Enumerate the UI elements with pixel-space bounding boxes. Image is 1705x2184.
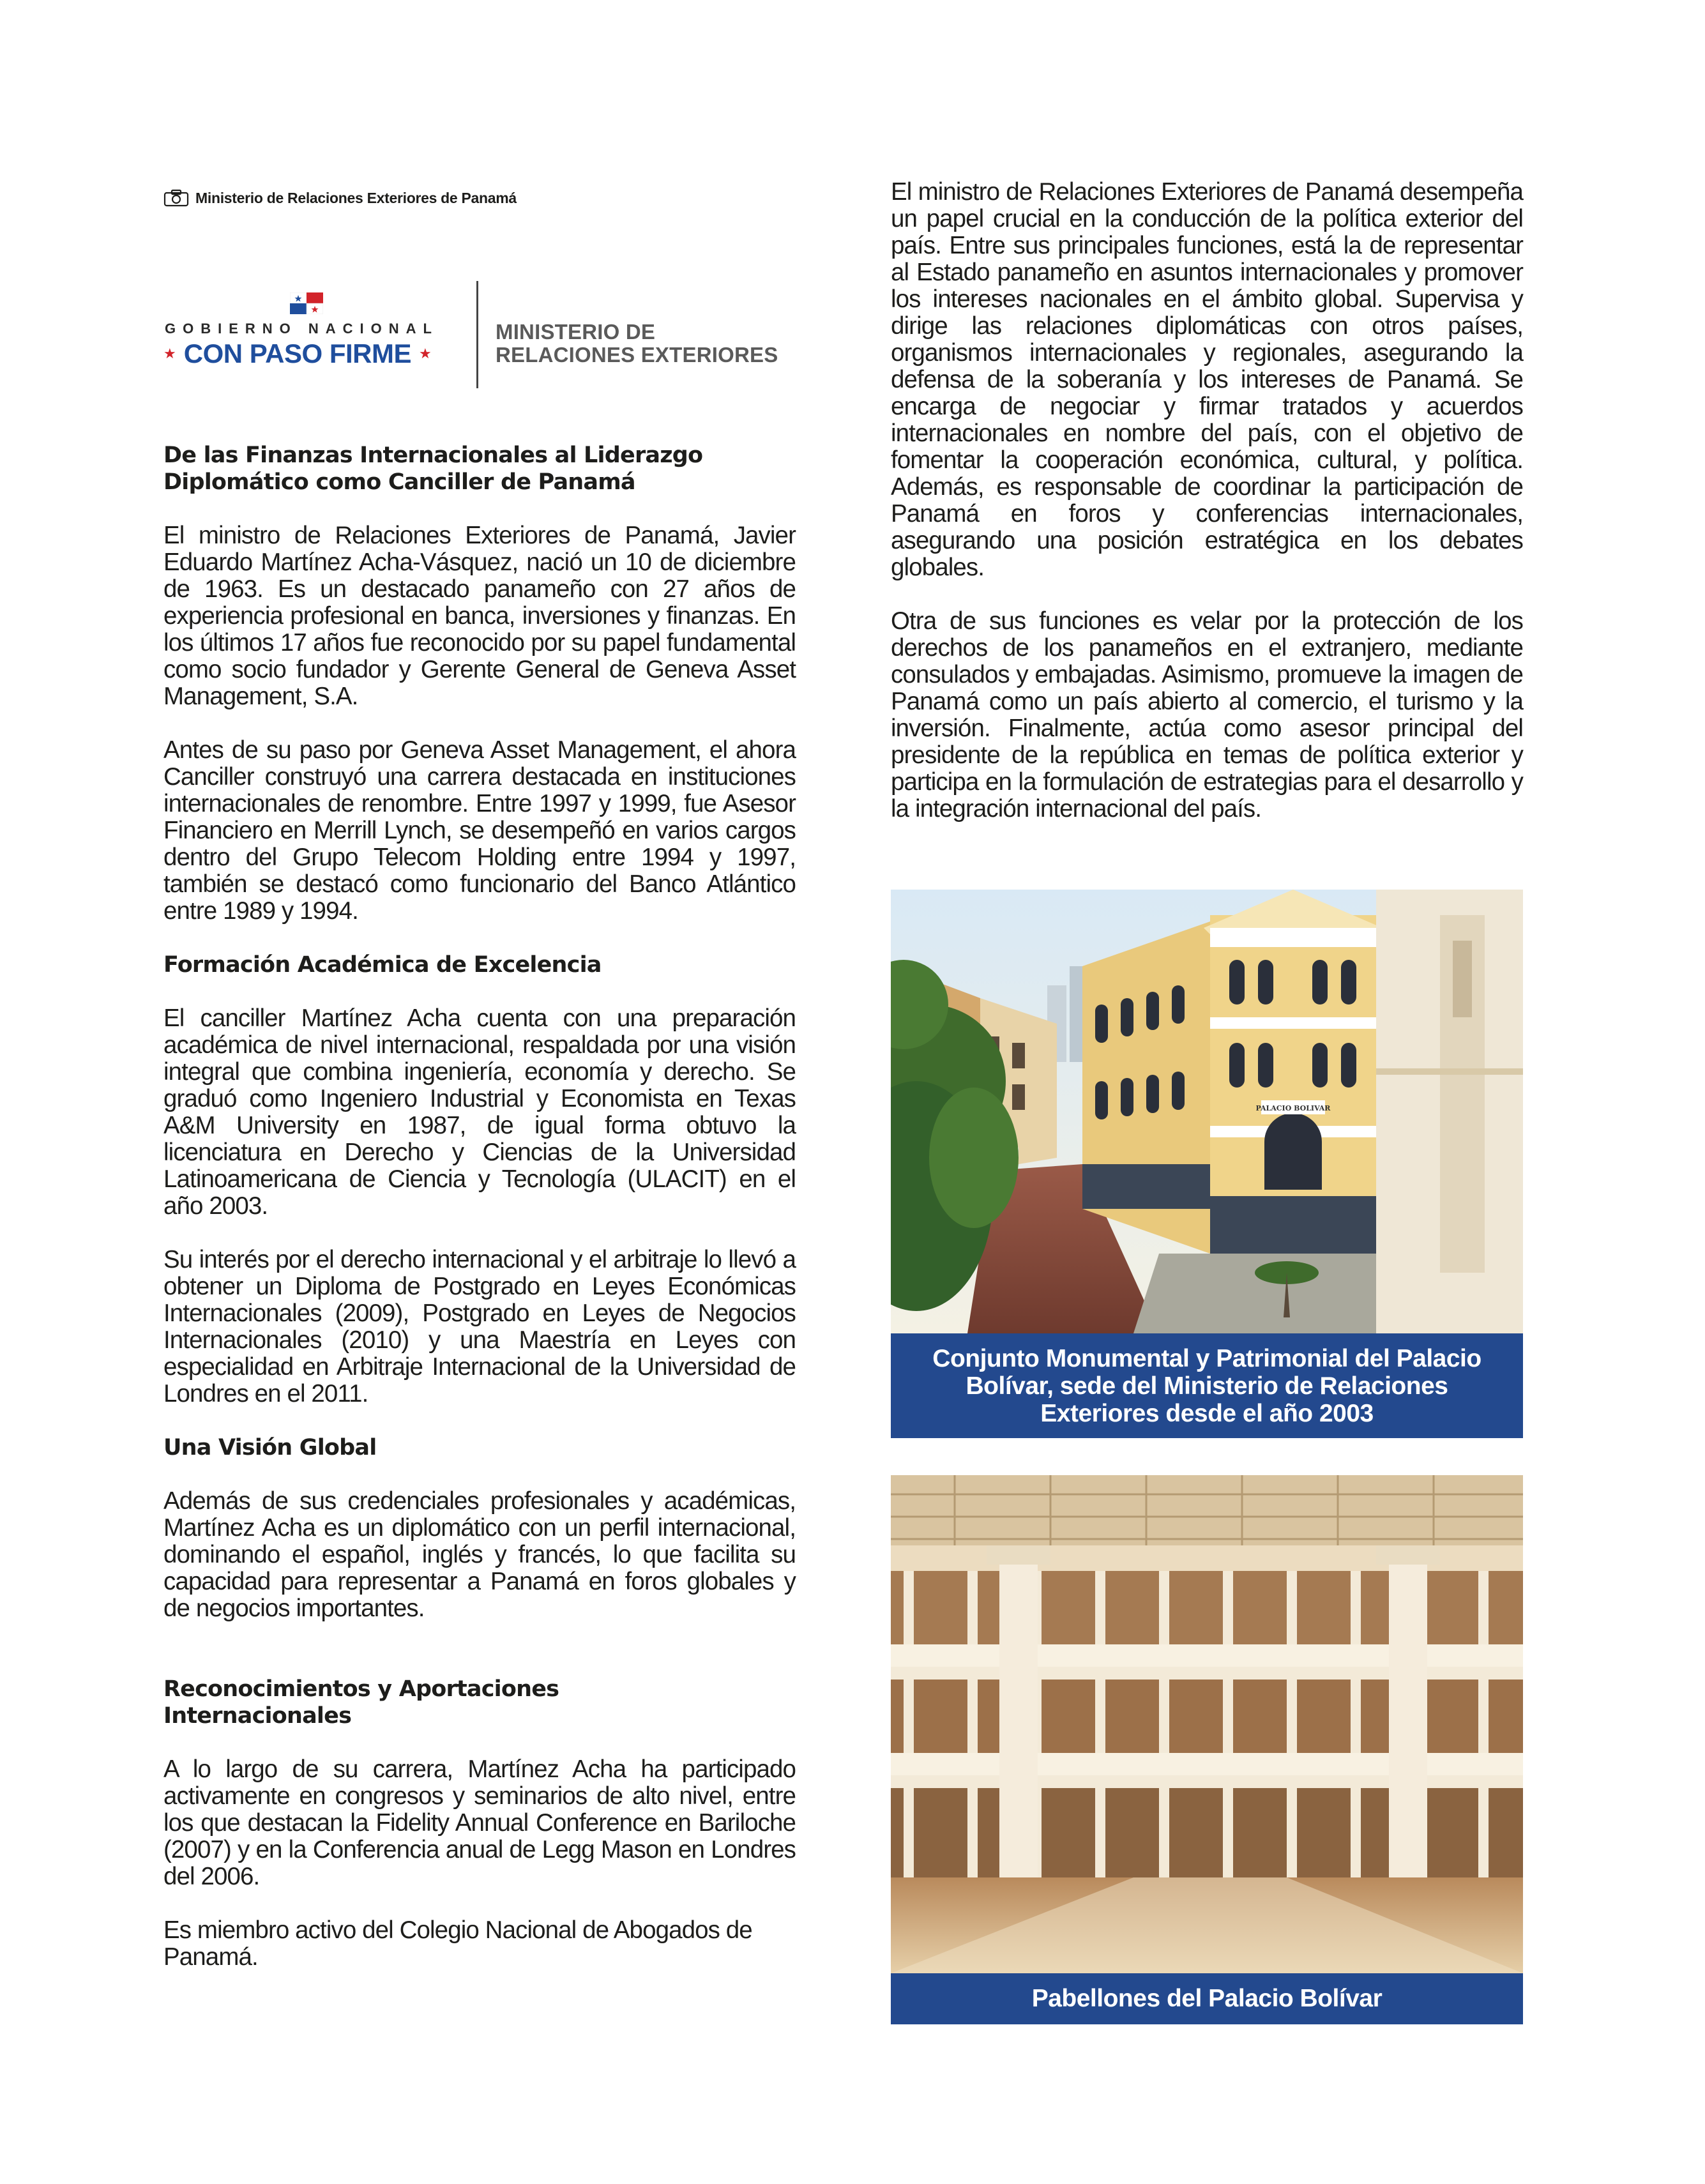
paragraph-membership: Es miembro activo del Colegio Nacional de Abogados de Panamá. [163,1916,752,1971]
con-paso-firme-text: CON PASO FIRME [183,338,411,368]
photo1-caption [891,1333,1523,1438]
photo2-caption [891,1973,1523,2024]
pabellones-photo [891,1475,1523,1973]
palacio-bolivar-exterior-photo [891,890,1523,1333]
photo1-caption-text: Conjunto Monumental y Patrimonial del Palacio Bolívar, sede del Ministerio de Relaciones Exteriores desde el año 2003 [932,1344,1481,1427]
star-icon: ★ [163,345,176,361]
paragraph-biography: El ministro de Relaciones Exteriores de Panamá, Javier Eduardo Martínez Acha-Vásquez, nació un 10 de diciembre de 1963. Es un destacado panameño con 27 años de experiencia profesional en banca, inversiones y finanzas. En los últimos 17 años fue reconocido por su papel fundamental como socio fundador y Gerente General de Geneva Asset Management, S.A. [163,522,796,710]
left-column [163,442,796,1971]
con-paso-firme [163,338,432,369]
paragraph-career: Antes de su paso por Geneva Asset Management, el ahora Canciller construyó una carrera destacada en instituciones internacionales de renombre. Entre 1997 y 1999, fue Asesor Financiero en Merrill Lynch, se desempeñó en varios cargos dentro del Grupo Telecom Holding entre 1994 y 1997, también se destacó como funcionario del Banco Atlántico entre 1989 y 1994. [163,736,796,925]
photo-credit [163,187,517,209]
ministry-line-1: MINISTERIO DE [496,320,656,344]
heading-vision-global: Una Visión Global [163,1435,377,1460]
heading-formacion: Formación Académica de Excelencia [163,952,602,978]
photo-credit-text: Ministerio de Relaciones Exteriores de Panamá [195,189,517,206]
paragraph-minister-functions: Otra de sus funciones es velar por la protección de los derechos de los panameños en el extranjero, mediante consulados y embajadas. Asimismo, promueve la imagen de Panamá como un país abierto al comercio, el turismo y la inversión. Finalmente, actúa como asesor principal del presidente de la república en temas de política exterior y participa en la formulación de estrategias para el desarrollo y la integración internacional del país. [891,607,1523,823]
paragraph-postgraduate: Su interés por el derecho internacional y el arbitraje lo llevó a obtener un Diploma de Postgrado en Leyes Económicas Internacionales (2009), Postgrado en Leyes de Negocios Internacionales (2010) y una Maestría en Leyes con especialidad en Arbitraje Internacional de la Universidad de Londres en el 2011. [163,1246,796,1407]
paragraph-minister-role: El ministro de Relaciones Exteriores de Panamá desempeña un papel crucial en la conducción de la política exterior del país. Entre sus principales funciones, está la de representar al Estado panameño en asuntos internacionales y promover los intereses nacionales en el ámbito global. Supervisa y dirige las relaciones diplomáticas con otros países, organismos internacionales y regionales, asegurando la defensa de la soberanía y los intereses de Panamá. Se encarga de negociar y firmar tratados y acuerdos internacionales en nombre del país, con el objetivo de fomentar la cooperación económica, cultural, y política. Además, es responsable de coordinar la participación de Panamá en foros y conferencias internacionales, asegurando una posición estratégica en los debates globales. [891,178,1523,581]
right-column [891,179,1523,823]
palacio-sign-text: PALACIO BOLIVAR [1255,1104,1331,1112]
camera-icon [163,189,189,207]
ministry-line-2: RELACIONES EXTERIORES [496,343,778,367]
panama-flag-icon [290,292,323,314]
paragraph-education: El canciller Martínez Acha cuenta con una preparación académica de nivel internacional, respaldada por una visión integral que combina ingeniería, economía y derecho. Se graduó como Ingeniero Industrial y Economista en Texas A&M University en 1987, de igual forma obtuvo la licenciatura en Derecho y Ciencias de la Universidad Latinoamericana de Ciencia y Tecnología (ULACIT) en el año 2003. [163,1005,796,1220]
paragraph-languages: Además de sus credenciales profesionales y académicas, Martínez Acha es un diplomático con un perfil internacional, dominando el español, inglés y francés, lo que facilita su capacidad para representar a Panamá en foros globales y de negocios importantes. [163,1487,796,1622]
photo2-caption-text: Pabellones del Palacio Bolívar [1031,1985,1383,2012]
gobierno-nacional-text: GOBIERNO NACIONAL [165,321,439,337]
star-icon: ★ [418,345,432,361]
heading-reconocimientos: Reconocimientos y Aportaciones Internacionales [163,1676,559,1729]
pabellones-illustration [891,1475,1523,1973]
heading-finanzas: De las Finanzas Internacionales al Liderazgo Diplomático como Canciller de Panamá [163,443,703,495]
government-logo [163,281,802,396]
paragraph-conferences: A lo largo de su carrera, Martínez Acha ha participado activamente en congresos y seminarios de alto nivel, entre los que destacan la Fidelity Annual Conference en Bariloche (2007) y en la Conferencia anual de Legg Mason en Londres del 2006. [163,1756,796,1890]
ministry-name [496,321,778,367]
palacio-bolivar-illustration [891,890,1523,1333]
logo-divider [476,281,478,388]
